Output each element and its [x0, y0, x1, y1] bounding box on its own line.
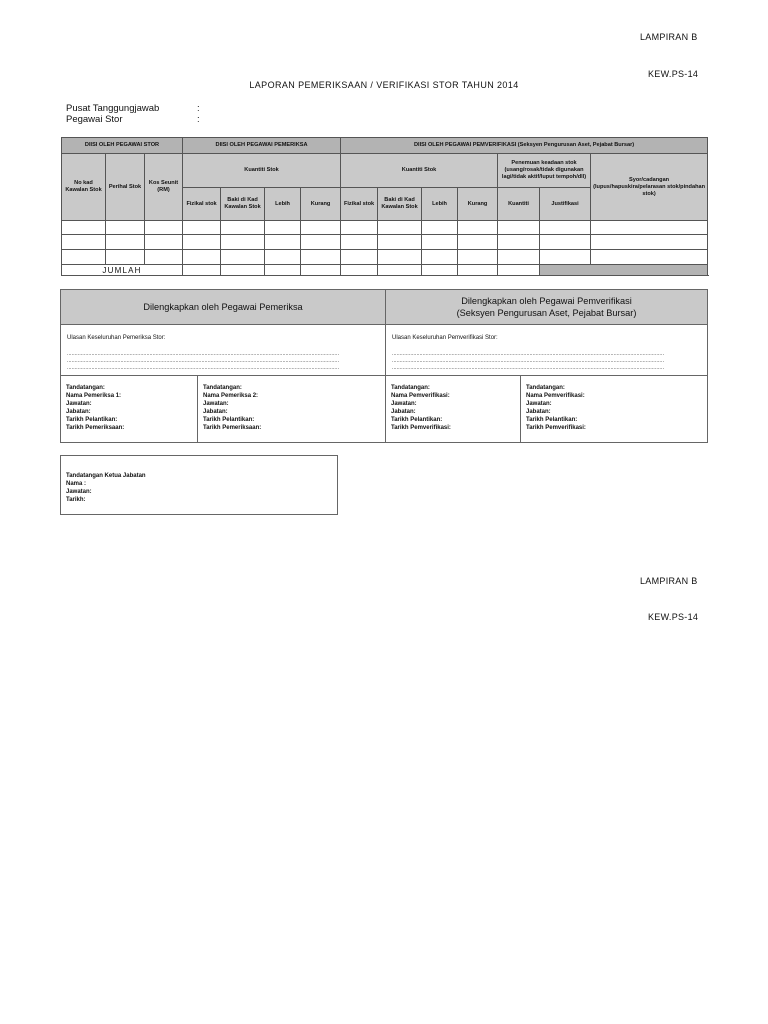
field-pusat-colon: : — [197, 103, 200, 114]
sig-label: Tandatangan: — [203, 385, 242, 391]
sig-label: Tarikh Pemeriksaan: — [203, 425, 262, 431]
ketua-jawatan-label: Jawatan: — [66, 489, 92, 495]
sig-label: Tarikh Pemverifikasi: — [526, 425, 586, 431]
completion-section — [60, 289, 708, 443]
col-lebih-1: Lebih — [265, 188, 301, 221]
col-kurang-1: Kurang — [301, 188, 341, 221]
pemverifikasi-ulasan-area — [386, 325, 707, 376]
sig-label: Tarikh Pemeriksaan: — [66, 425, 125, 431]
col-syor: Syor/cadangan (lupus/hapuskira/pelarasan stok/pindahan stok) — [591, 154, 708, 221]
table-row — [62, 235, 708, 250]
sig-label: Jabatan: — [391, 409, 416, 415]
dotted-line: .................................................................................................................................................................................. — [67, 365, 339, 371]
pemverifikasi-header-line2: (Seksyen Pengurusan Aset, Pejabat Bursar) — [456, 308, 637, 318]
ketua-sig-label: Tandatangan Ketua Jabatan — [66, 473, 146, 479]
sig-label: Nama Pemverifikasi: — [526, 393, 585, 399]
col-kos: Kos Seunit (RM) — [145, 154, 183, 221]
dotted-line: .................................................................................................................................................................................. — [392, 351, 664, 357]
ketua-jabatan-box — [60, 455, 338, 515]
field-pegawai-colon: : — [197, 114, 200, 125]
col-baki-1: Baki di Kad Kawalan Stok — [221, 188, 265, 221]
pemeriksa-ulasan-label: Ulasan Keseluruhan Pemeriksa Stor: — [67, 335, 166, 341]
form-code: KEW.PS-14 — [648, 69, 699, 79]
sig-label: Tarikh Pelantikan: — [66, 417, 118, 423]
sig-label: Tandatangan: — [391, 385, 430, 391]
col-perihal: Perihal Stok — [106, 154, 145, 221]
sig-label: Jawatan: — [203, 401, 229, 407]
sig-label: Tarikh Pelantikan: — [391, 417, 443, 423]
pemeriksa-header — [61, 290, 386, 325]
dotted-line: .................................................................................................................................................................................. — [67, 351, 339, 357]
sig-label: Jawatan: — [526, 401, 552, 407]
col-fizikal-2: Fizikal stok — [341, 188, 378, 221]
dotted-line: .................................................................................................................................................................................. — [67, 358, 339, 364]
pemverifikasi-header — [386, 290, 707, 325]
group-header-stor: DIISI OLEH PEGAWAI STOR — [62, 138, 183, 154]
sig-label: Jabatan: — [526, 409, 551, 415]
col-kuantiti-stok-pemeriksa: Kuantiti Stok — [183, 154, 341, 188]
signature-block-pemverifikasi-1 — [386, 376, 521, 442]
sig-label: Tandatangan: — [66, 385, 105, 391]
col-kuantiti: Kuantiti — [498, 188, 540, 221]
sig-label: Jawatan: — [391, 401, 417, 407]
col-lebih-2: Lebih — [422, 188, 458, 221]
sig-label: Jabatan: — [66, 409, 91, 415]
sig-label: Jabatan: — [203, 409, 228, 415]
ketua-nama-label: Nama : — [66, 481, 87, 487]
form-code-2: KEW.PS-14 — [648, 612, 699, 622]
signature-block-pemeriksa-2 — [198, 376, 386, 442]
group-header-pemeriksa: DIISI OLEH PEGAWAI PEMERIKSA — [183, 138, 341, 154]
col-kurang-2: Kurang — [458, 188, 498, 221]
sig-label: Tarikh Pelantikan: — [526, 417, 578, 423]
dotted-line: .................................................................................................................................................................................. — [392, 358, 664, 364]
lampiran-label-2: LAMPIRAN B — [640, 576, 698, 586]
pemverifikasi-header-line1: Dilengkapkan oleh Pegawai Pemverifikasi — [461, 296, 632, 306]
col-no-kad: No kad Kawalan Stok — [62, 154, 106, 221]
sig-label: Tandatangan: — [526, 385, 565, 391]
ketua-tarikh-label: Tarikh: — [66, 497, 86, 503]
lampiran-label: LAMPIRAN B — [640, 32, 698, 42]
table-row — [62, 250, 708, 265]
page-title: LAPORAN PEMERIKSAAN / VERIFIKASI STOR TAHUN 2014 — [249, 80, 519, 90]
col-justifikasi: Justifikasi — [540, 188, 591, 221]
pemeriksa-header-text: Dilengkapkan oleh Pegawai Pemeriksa — [143, 302, 303, 312]
sig-label: Tarikh Pemverifikasi: — [391, 425, 451, 431]
sig-label: Tarikh Pelantikan: — [203, 417, 255, 423]
sig-label: Nama Pemeriksa 1: — [66, 393, 122, 399]
field-pegawai-label: Pegawai Stor — [66, 114, 123, 125]
group-header-pemverifikasi: DIISI OLEH PEGAWAI PEMVERIFIKASI (Seksyen Pengurusan Aset, Pejabat Bursar) — [341, 138, 708, 154]
total-label: JUMLAH — [62, 265, 183, 276]
col-kuantiti-stok-pemverifikasi: Kuantiti Stok — [341, 154, 498, 188]
col-penemuan: Penemuan keadaan stok (usang/rosak/tidak digunakan lagi/tidak aktif/luput tempoh/dll) — [498, 154, 591, 188]
table-row — [62, 221, 708, 235]
sig-label: Nama Pemverifikasi: — [391, 393, 450, 399]
col-fizikal-1: Fizikal stok — [183, 188, 221, 221]
pemeriksa-ulasan-area — [61, 325, 386, 376]
dotted-line: .................................................................................................................................................................................. — [392, 365, 664, 371]
stock-table — [61, 137, 708, 276]
col-baki-2: Baki di Kad Kawalan Stok — [378, 188, 422, 221]
field-pusat-label: Pusat Tanggungjawab — [66, 103, 160, 114]
signature-block-pemverifikasi-2 — [521, 376, 707, 442]
sig-label: Jawatan: — [66, 401, 92, 407]
total-row — [62, 265, 708, 276]
pemverifikasi-ulasan-label: Ulasan Keseluruhan Pemverifikasi Stor: — [392, 335, 498, 341]
sig-label: Nama Pemeriksa 2: — [203, 393, 259, 399]
signature-block-pemeriksa-1 — [61, 376, 198, 442]
